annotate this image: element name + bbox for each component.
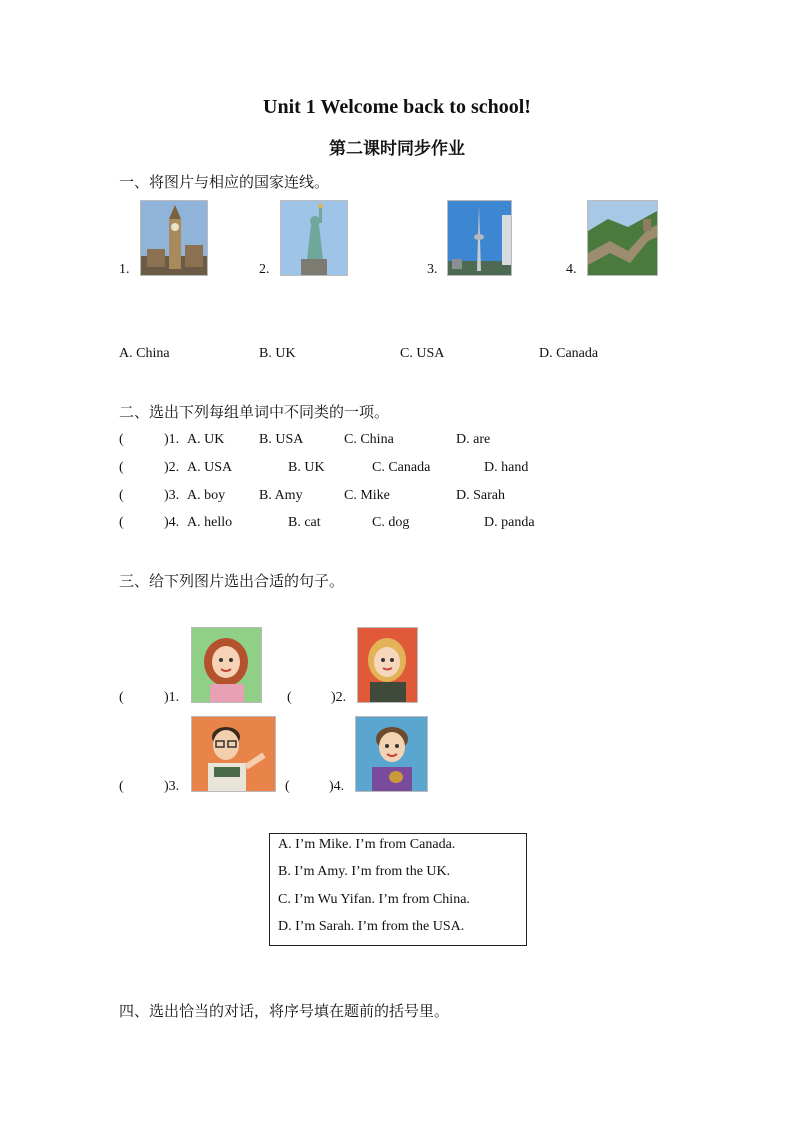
sentence-options-box	[269, 833, 527, 946]
country-option: A. China	[119, 346, 170, 361]
question-number: )1.	[164, 690, 180, 705]
sentence-option: A. I’m Mike. I’m from Canada.	[278, 837, 456, 852]
choice-b: B. cat	[288, 515, 321, 530]
answer-paren[interactable]: (	[119, 515, 124, 530]
answer-paren[interactable]: (	[119, 432, 124, 447]
choice-c: C. Mike	[344, 488, 390, 503]
choice-d: D. panda	[484, 515, 535, 530]
question-number: )3.	[164, 779, 180, 794]
question-number: )1.	[164, 432, 180, 447]
question-number: )2.	[331, 690, 347, 705]
sentence-option: B. I’m Amy. I’m from the UK.	[278, 864, 451, 879]
choice-c: C. China	[344, 432, 394, 447]
choice-a: A. boy	[187, 488, 226, 503]
choice-d: D. hand	[484, 460, 529, 475]
picture-number: 1.	[119, 262, 130, 277]
sentence-option: D. I’m Sarah. I’m from the USA.	[278, 919, 465, 934]
worksheet-subtitle: 第二课时同步作业	[329, 139, 465, 158]
country-option: C. USA	[400, 346, 445, 361]
sarah-girl-picture	[357, 627, 418, 703]
choice-d: D. are	[456, 432, 491, 447]
choice-d: D. Sarah	[456, 488, 505, 503]
amy-girl-picture	[191, 627, 262, 703]
choice-a: A. USA	[187, 460, 233, 475]
answer-paren[interactable]: (	[119, 779, 124, 794]
worksheet-title: Unit 1 Welcome back to school!	[263, 96, 531, 118]
section2-heading: 二、选出下列每组单词中不同类的一项。	[119, 405, 390, 421]
choice-b: B. Amy	[259, 488, 303, 503]
choice-c: C. Canada	[372, 460, 431, 475]
section1-heading: 一、将图片与相应的国家连线。	[119, 175, 330, 191]
choice-a: A. hello	[187, 515, 233, 530]
great-wall-photo	[587, 200, 658, 276]
statue-of-liberty-photo	[280, 200, 348, 276]
answer-paren[interactable]: (	[287, 690, 292, 705]
mike-boy-picture	[355, 716, 428, 792]
picture-number: 3.	[427, 262, 438, 277]
question-number: )3.	[164, 488, 180, 503]
section4-heading: 四、选出恰当的对话，将序号填在题前的括号里。	[119, 1004, 450, 1020]
answer-paren[interactable]: (	[119, 488, 124, 503]
answer-paren[interactable]: (	[119, 690, 124, 705]
wu-yifan-boy-picture	[191, 716, 276, 792]
choice-c: C. dog	[372, 515, 410, 530]
choice-b: B. UK	[288, 460, 325, 475]
answer-paren[interactable]: (	[285, 779, 290, 794]
country-option: D. Canada	[539, 346, 599, 361]
question-number: )4.	[164, 515, 180, 530]
sentence-option: C. I’m Wu Yifan. I’m from China.	[278, 892, 470, 907]
country-option: B. UK	[259, 346, 296, 361]
big-ben-photo	[140, 200, 208, 276]
cn-tower-photo	[447, 200, 512, 276]
question-number: )2.	[164, 460, 180, 475]
picture-number: 4.	[566, 262, 577, 277]
section3-heading: 三、给下列图片选出合适的句子。	[119, 574, 345, 590]
choice-a: A. UK	[187, 432, 225, 447]
question-number: )4.	[329, 779, 345, 794]
picture-number: 2.	[259, 262, 270, 277]
answer-paren[interactable]: (	[119, 460, 124, 475]
choice-b: B. USA	[259, 432, 304, 447]
